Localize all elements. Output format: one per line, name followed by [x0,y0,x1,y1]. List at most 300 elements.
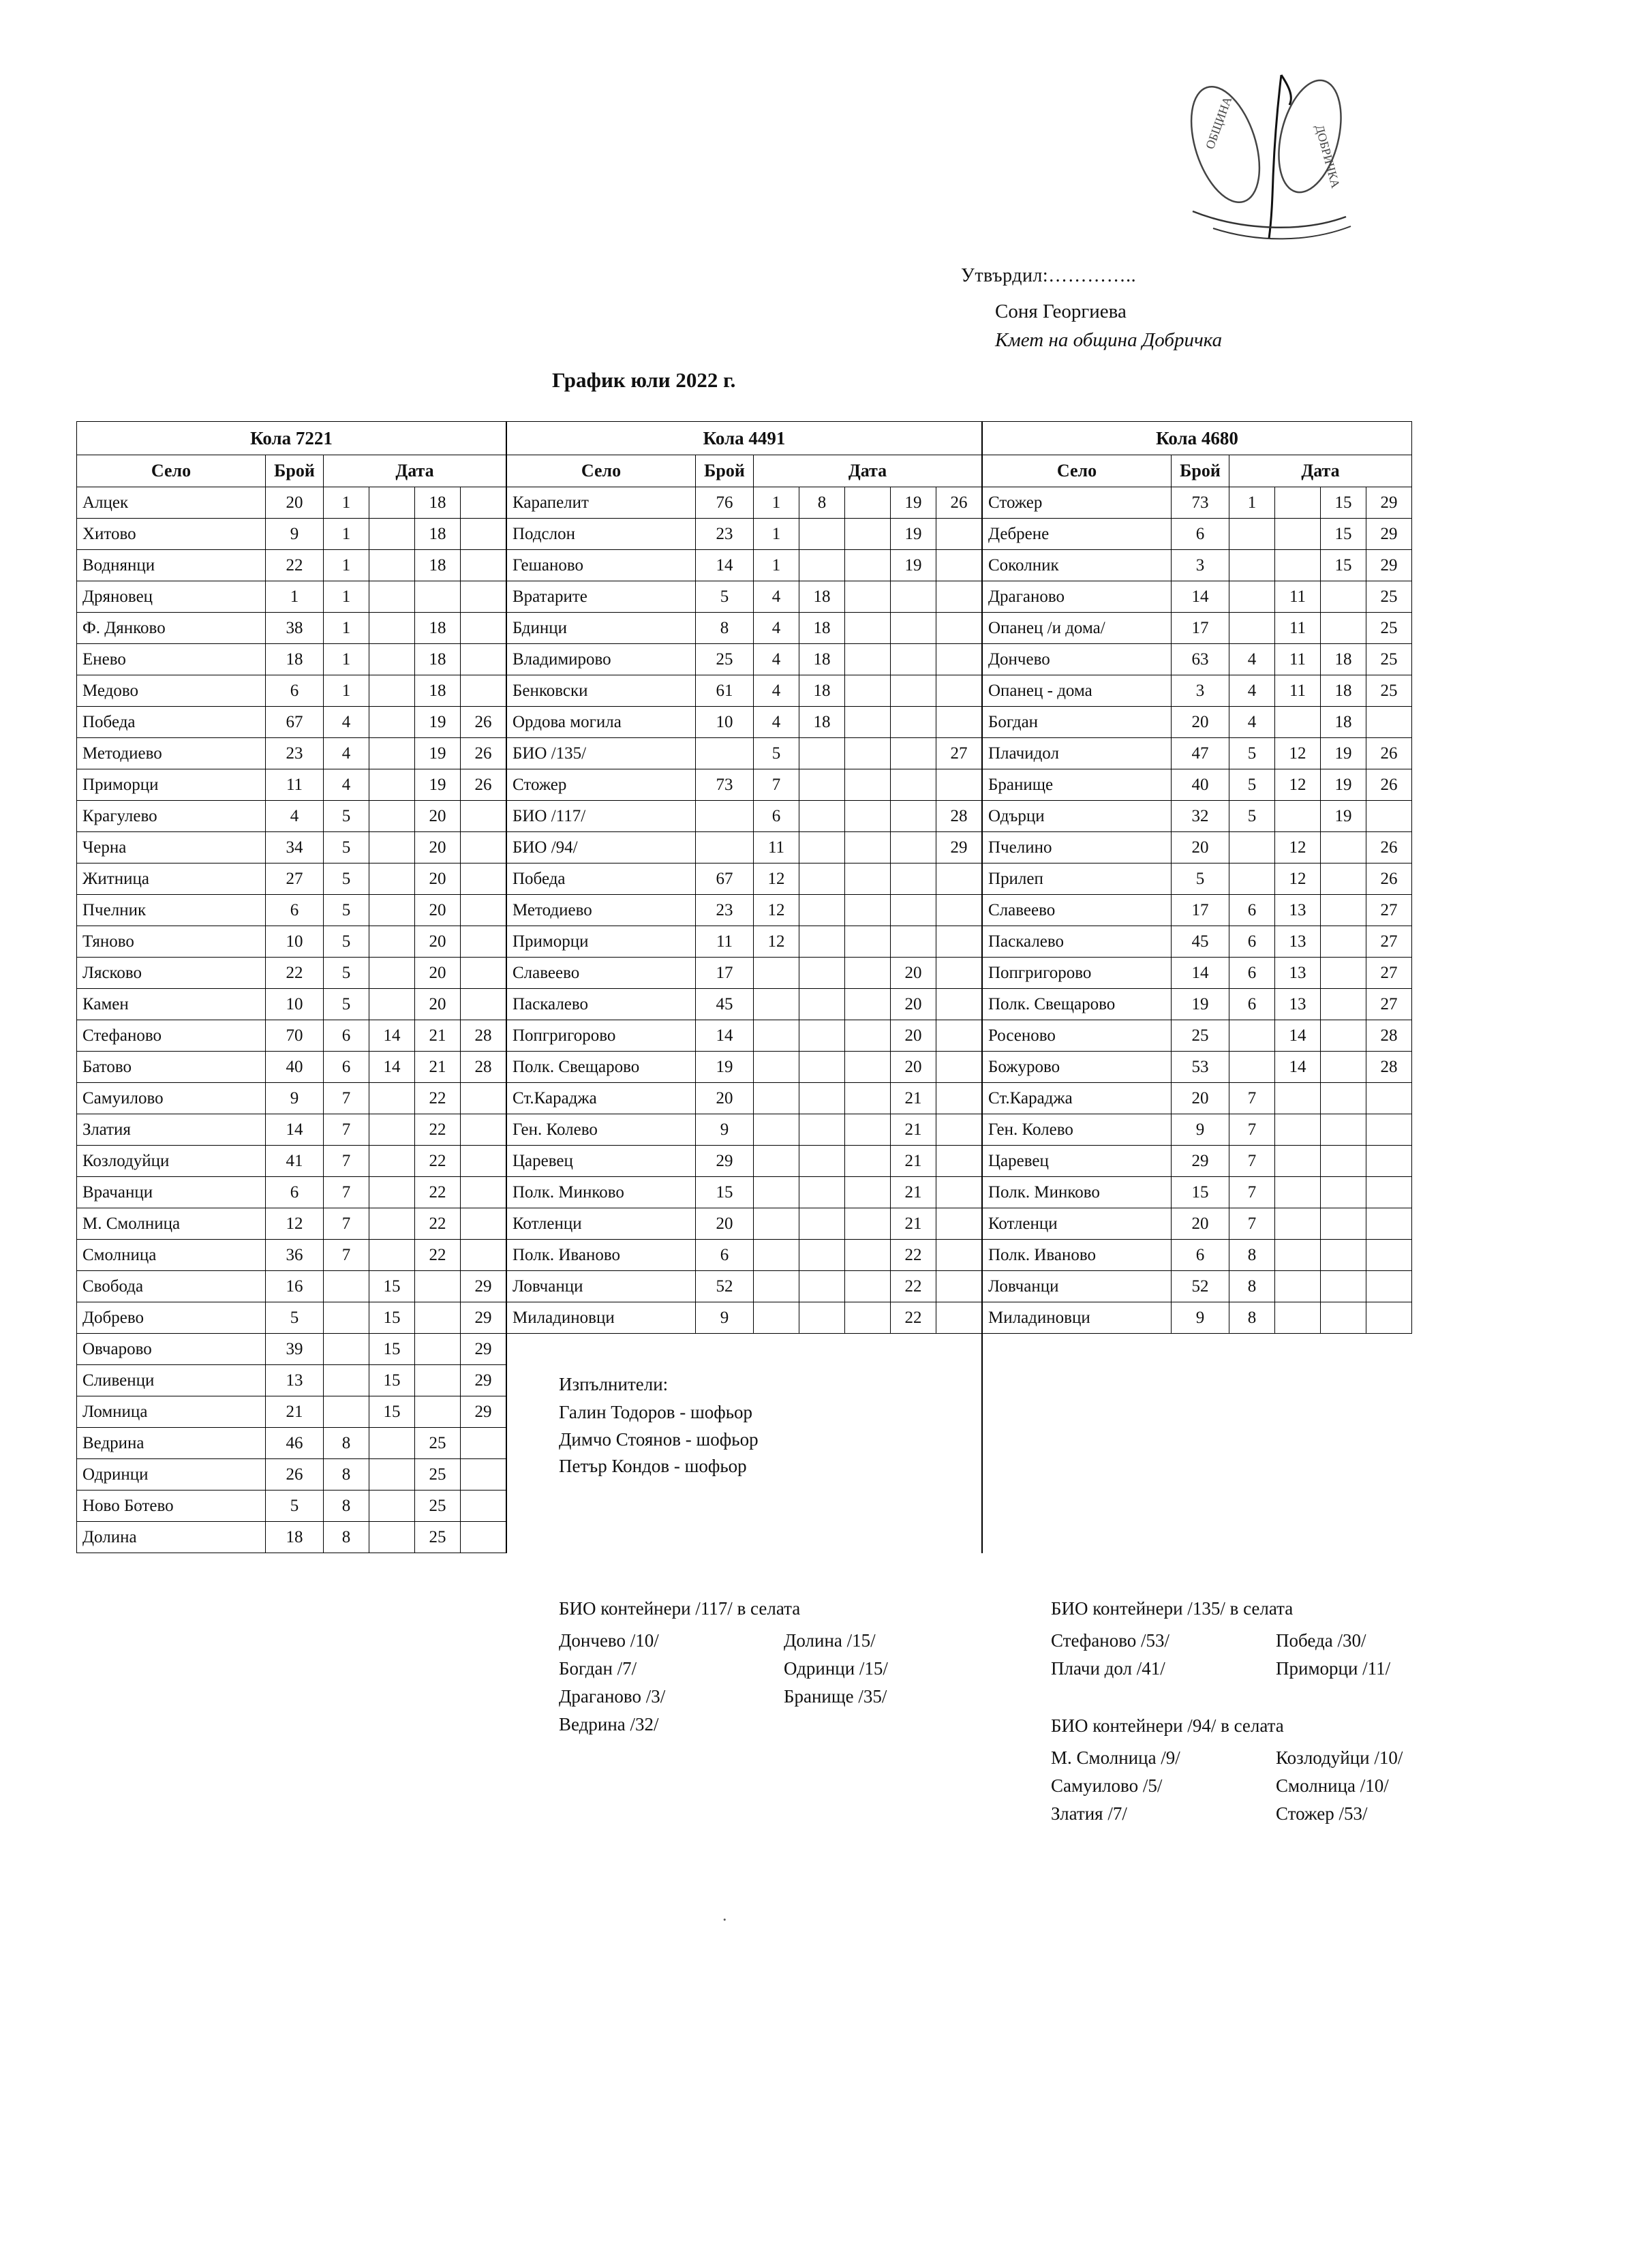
cell-date: 25 [1366,581,1412,613]
cell-date: 4 [1229,644,1275,675]
cell-date: 18 [799,675,845,707]
cell-date [1321,1334,1366,1365]
cell-count: 25 [1172,1020,1229,1052]
cell-date: 28 [461,1052,507,1083]
cell-date [799,1208,845,1240]
cell-date [845,1052,891,1083]
table-row [77,1491,1412,1522]
cell-date [1366,1271,1412,1302]
cell-date: 14 [369,1020,415,1052]
table-row [77,801,1412,832]
cell-date: 5 [324,958,369,989]
cell-date [936,958,983,989]
table-row [77,644,1412,675]
cell-date [1275,1240,1321,1271]
cell-date [369,644,415,675]
cell-date [369,487,415,519]
cell-date: 11 [1275,613,1321,644]
cell-village [506,1522,696,1553]
cell-date: 22 [891,1240,936,1271]
cell-date [1275,1396,1321,1428]
cell-count: 20 [266,487,324,519]
col-count-car2: Брой [696,455,754,487]
cell-village: Вратарите [506,581,696,613]
cell-date: 25 [415,1491,461,1522]
cell-count: 38 [266,613,324,644]
cell-date: 21 [891,1083,936,1114]
cell-village: Добрево [77,1302,266,1334]
cell-count: 25 [696,644,754,675]
cell-date [891,1491,936,1522]
cell-count: 20 [1172,832,1229,863]
cell-date: 26 [461,738,507,769]
bio-117-block [559,1595,1009,1739]
cell-date [845,1302,891,1334]
cell-date: 8 [1229,1240,1275,1271]
cell-count: 9 [1172,1302,1229,1334]
cell-village: Царевец [506,1146,696,1177]
cell-village: Миладиновци [982,1302,1172,1334]
cell-count: 26 [266,1459,324,1491]
cell-date [369,1177,415,1208]
cell-date: 20 [415,958,461,989]
cell-date: 1 [324,613,369,644]
cell-count [1172,1365,1229,1396]
cell-date: 6 [1229,958,1275,989]
approval-role: Кмет на община Добричка [995,328,1223,351]
cell-date [936,1020,983,1052]
cell-date: 6 [1229,895,1275,926]
cell-count: 23 [696,519,754,550]
cell-count: 16 [266,1271,324,1302]
table-row [77,1271,1412,1302]
cell-date [845,1459,891,1491]
cell-date: 1 [324,519,369,550]
cell-date [891,675,936,707]
cell-date: 11 [1275,644,1321,675]
col-date-car1: Дата [324,455,507,487]
cell-date: 18 [799,581,845,613]
cell-date: 6 [1229,989,1275,1020]
cell-date [799,1459,845,1491]
col-village-car1: Село [77,455,266,487]
cell-count: 53 [1172,1052,1229,1083]
cell-date [891,613,936,644]
bio-village: Смолница /10/ [1276,1775,1389,1797]
cell-date [369,1459,415,1491]
cell-village: Ловчанци [982,1271,1172,1302]
cell-date [799,1240,845,1271]
cell-village: Паскалево [506,989,696,1020]
cell-date: 29 [936,832,983,863]
cell-date [936,1114,983,1146]
cell-date [1275,1271,1321,1302]
table-row [77,958,1412,989]
bio-village: Плачи дол /41/ [1051,1658,1165,1679]
cell-date [799,1491,845,1522]
cell-date: 4 [754,644,799,675]
cell-date [1366,1208,1412,1240]
cell-count: 52 [696,1271,754,1302]
cell-village: Славеево [982,895,1172,926]
cell-date: 13 [1275,989,1321,1020]
cell-count: 20 [1172,707,1229,738]
cell-count: 11 [266,769,324,801]
cell-date: 5 [1229,801,1275,832]
cell-date: 12 [1275,769,1321,801]
cell-date: 20 [415,926,461,958]
cell-date [936,644,983,675]
bio-village: Приморци /11/ [1276,1658,1391,1679]
cell-village: Бдинци [506,613,696,644]
cell-village: Славеево [506,958,696,989]
cell-village [506,1334,696,1365]
bio-village: Одринци /15/ [784,1658,888,1679]
cell-village: Овчарово [77,1334,266,1365]
cell-count [1172,1522,1229,1553]
cell-date [1321,958,1366,989]
cell-date: 25 [415,1522,461,1553]
cell-date [1321,863,1366,895]
bio-94-col-1 [1051,1744,1276,1828]
cell-village: Полк. Минково [982,1177,1172,1208]
executors-heading: Изпълнители: [559,1374,669,1394]
cell-date: 18 [799,707,845,738]
cell-date: 15 [369,1271,415,1302]
table-row [77,769,1412,801]
cell-count: 14 [266,1114,324,1146]
table-row [77,1208,1412,1240]
cell-date [1366,1302,1412,1334]
cell-count: 9 [266,519,324,550]
cell-date [415,1334,461,1365]
cell-date [461,863,507,895]
cell-date [461,832,507,863]
cell-village [982,1428,1172,1459]
cell-date [461,1459,507,1491]
cell-date [1366,1146,1412,1177]
cell-village: Попгригорово [982,958,1172,989]
cell-village: Ф. Дянково [77,613,266,644]
cell-village: Котленци [982,1208,1172,1240]
cell-date [845,675,891,707]
cell-count: 36 [266,1240,324,1271]
bio-village: Самуилово /5/ [1051,1775,1163,1797]
cell-date [1366,1396,1412,1428]
cell-village: Методиево [77,738,266,769]
cell-date: 12 [1275,738,1321,769]
cell-date [461,1114,507,1146]
cell-date [1275,1428,1321,1459]
cell-date [1366,1177,1412,1208]
cell-date [324,1396,369,1428]
cell-date: 20 [891,989,936,1020]
cell-date [461,1177,507,1208]
cell-village: Бенковски [506,675,696,707]
cell-date: 8 [1229,1271,1275,1302]
cell-count: 6 [266,675,324,707]
cell-count: 10 [266,989,324,1020]
cell-date [936,1208,983,1240]
cell-village: Росеново [982,1020,1172,1052]
cell-date [1275,1522,1321,1553]
cell-date: 22 [415,1146,461,1177]
cell-date: 1 [324,644,369,675]
cell-date [1366,707,1412,738]
cell-date [461,1240,507,1271]
cell-date: 26 [936,487,983,519]
bio-135-col-2 [1276,1627,1501,1683]
cell-date: 8 [324,1459,369,1491]
col-date-car2: Дата [754,455,983,487]
cell-date [1366,1114,1412,1146]
cell-date [754,1083,799,1114]
group-header-car2: Кола 4491 [506,422,982,455]
cell-date: 29 [461,1396,507,1428]
cell-date: 8 [324,1522,369,1553]
cell-village: Полк. Иваново [982,1240,1172,1271]
table-row [77,1302,1412,1334]
cell-date: 29 [461,1271,507,1302]
cell-village: Камен [77,989,266,1020]
cell-date [1321,1459,1366,1491]
cell-date [845,613,891,644]
cell-date [845,1177,891,1208]
cell-date [799,1302,845,1334]
cell-date [1229,1020,1275,1052]
cell-date [461,1491,507,1522]
cell-date [369,863,415,895]
cell-date: 18 [1321,675,1366,707]
cell-date: 7 [754,769,799,801]
cell-date [936,1271,983,1302]
cell-date: 15 [369,1302,415,1334]
cell-date [1275,1459,1321,1491]
cell-village: Ст.Караджа [506,1083,696,1114]
cell-count: 21 [266,1396,324,1428]
cell-date [1229,1365,1275,1396]
cell-date [936,895,983,926]
cell-date [1366,1240,1412,1271]
cell-date: 7 [1229,1208,1275,1240]
cell-date [799,926,845,958]
cell-count: 23 [266,738,324,769]
cell-count: 20 [1172,1083,1229,1114]
cell-date [799,1522,845,1553]
cell-date: 14 [1275,1052,1321,1083]
cell-date: 21 [415,1020,461,1052]
cell-village [982,1459,1172,1491]
cell-date [1366,1459,1412,1491]
cell-date [754,1208,799,1240]
cell-date: 26 [1366,832,1412,863]
cell-date [845,738,891,769]
cell-date [845,707,891,738]
cell-date [1321,1365,1366,1396]
cell-count: 76 [696,487,754,519]
cell-date [415,1365,461,1396]
cell-date [1275,519,1321,550]
cell-date [1275,1365,1321,1396]
cell-village: Лясково [77,958,266,989]
cell-date: 27 [1366,926,1412,958]
cell-count: 14 [696,550,754,581]
cell-village: Паскалево [982,926,1172,958]
cell-date [799,801,845,832]
cell-village: Стефаново [77,1020,266,1052]
cell-date [1229,1334,1275,1365]
cell-date: 14 [1275,1020,1321,1052]
cell-date [1321,1240,1366,1271]
cell-date: 20 [415,832,461,863]
cell-date [845,1208,891,1240]
cell-count [696,832,754,863]
cell-date [845,801,891,832]
cell-date [936,550,983,581]
cell-count: 29 [1172,1146,1229,1177]
cell-date [799,550,845,581]
cell-date [1275,1146,1321,1177]
bio-135-col-1 [1051,1627,1276,1683]
cell-date: 29 [1366,487,1412,519]
cell-date [799,832,845,863]
cell-count: 14 [696,1020,754,1052]
cell-date: 5 [754,738,799,769]
cell-count: 9 [696,1302,754,1334]
cell-date: 20 [891,1052,936,1083]
cell-date: 18 [415,550,461,581]
cell-count [696,738,754,769]
cell-date [1321,895,1366,926]
cell-date: 5 [324,863,369,895]
cell-date [1321,989,1366,1020]
bio-village: Стожер /53/ [1276,1803,1368,1824]
cell-date [754,1522,799,1553]
cell-date: 19 [1321,769,1366,801]
cell-count: 63 [1172,644,1229,675]
cell-date: 15 [1321,519,1366,550]
table-row [77,1146,1412,1177]
cell-count: 40 [1172,769,1229,801]
bio-village: Стефаново /53/ [1051,1630,1170,1651]
cell-date [891,1365,936,1396]
cell-village: Методиево [506,895,696,926]
cell-date [799,863,845,895]
cell-village: Дебрене [982,519,1172,550]
cell-count: 45 [1172,926,1229,958]
cell-date [799,1052,845,1083]
cell-village [982,1522,1172,1553]
cell-count [696,1491,754,1522]
cell-date [1229,519,1275,550]
table-row [77,550,1412,581]
cell-date: 21 [891,1208,936,1240]
cell-date [369,1114,415,1146]
cell-date: 21 [891,1177,936,1208]
col-count-car1: Брой [266,455,324,487]
cell-date [1321,1302,1366,1334]
cell-date [461,801,507,832]
cell-date [415,1302,461,1334]
bio-village: М. Смолница /9/ [1051,1747,1180,1769]
cell-date [845,832,891,863]
cell-date: 18 [799,613,845,644]
cell-date: 18 [415,613,461,644]
cell-date: 28 [936,801,983,832]
cell-date [754,1146,799,1177]
cell-village: Божурово [982,1052,1172,1083]
cell-date [461,519,507,550]
cell-date: 22 [415,1083,461,1114]
cell-village: Прилеп [982,863,1172,895]
cell-date [1321,1020,1366,1052]
cell-date [1275,801,1321,832]
cell-count: 70 [266,1020,324,1052]
table-row [77,707,1412,738]
cell-date [936,1334,983,1365]
cell-village: БИО /135/ [506,738,696,769]
cell-date [845,1146,891,1177]
cell-date: 19 [415,769,461,801]
cell-date [461,1083,507,1114]
cell-count: 3 [1172,550,1229,581]
cell-count [1172,1459,1229,1491]
cell-date [369,1428,415,1459]
cell-village: Сливенци [77,1365,266,1396]
cell-date [845,863,891,895]
table-row [77,675,1412,707]
cell-date: 18 [415,644,461,675]
cell-date [1229,613,1275,644]
cell-date [845,1083,891,1114]
cell-village: Карапелит [506,487,696,519]
cell-date: 27 [936,738,983,769]
cell-date [1229,550,1275,581]
bio-village: Ведрина /32/ [559,1714,659,1735]
cell-date: 7 [1229,1177,1275,1208]
cell-date: 25 [1366,644,1412,675]
bio-94-heading: БИО контейнери /94/ в селата [1051,1715,1284,1736]
cell-count: 34 [266,832,324,863]
cell-date [845,1020,891,1052]
cell-date [369,550,415,581]
cell-date: 25 [1366,675,1412,707]
cell-village: Пчелник [77,895,266,926]
cell-date [415,1396,461,1428]
bio-135-block [1051,1595,1501,1683]
cell-date: 6 [324,1020,369,1052]
cell-village: Дряновец [77,581,266,613]
cell-date [936,1177,983,1208]
cell-village: Миладиновци [506,1302,696,1334]
cell-date: 5 [324,801,369,832]
cell-date [936,1428,983,1459]
cell-date [461,926,507,958]
cell-date [845,958,891,989]
cell-date [936,581,983,613]
cell-date [1275,550,1321,581]
cell-date: 22 [891,1271,936,1302]
cell-count: 5 [266,1302,324,1334]
bio-village: Богдан /7/ [559,1658,637,1679]
cell-date: 1 [324,675,369,707]
cell-date [891,707,936,738]
cell-date [799,1365,845,1396]
cell-date [754,1396,799,1428]
cell-village: Алцек [77,487,266,519]
cell-date [1275,1302,1321,1334]
cell-date [461,989,507,1020]
